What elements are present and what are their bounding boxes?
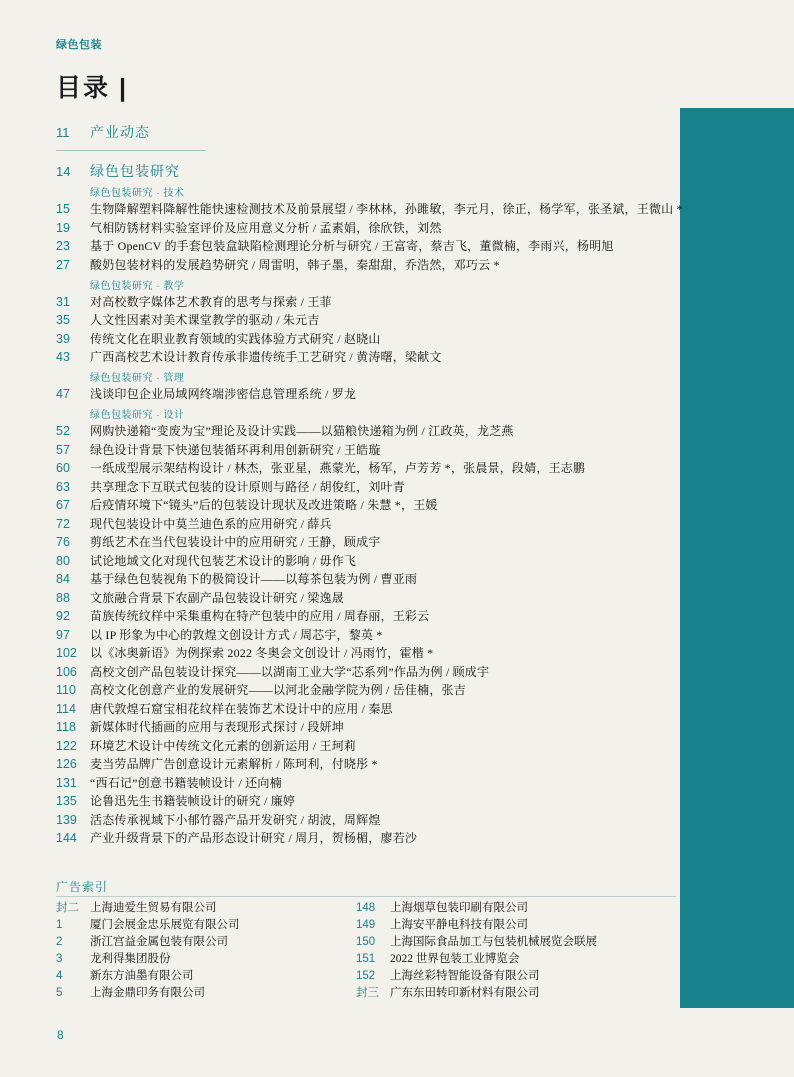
entry-title: 苗族传统纹样中采集重构在特产包装中的应用 / 周春丽，王彩云	[90, 609, 430, 623]
entry-title: 后疫情环境下“镜头”后的包装设计现状及改进策略 / 朱慧 *，王媛	[90, 498, 438, 512]
section-title: 绿色包装研究	[90, 163, 180, 179]
entry-title: 唐代敦煌石窟宝相花纹样在装饰艺术设计中的应用 / 秦思	[90, 701, 393, 716]
entry-page-number: 122	[56, 738, 77, 753]
ad-index-row[interactable]	[56, 900, 356, 916]
toc-entry[interactable]	[56, 479, 756, 496]
ad-company-name: 新东方油墨有限公司	[90, 970, 194, 982]
toc-entry[interactable]	[56, 756, 756, 773]
toc-entry[interactable]	[56, 220, 756, 237]
entry-title: 浅谈印包企业局域网终端涉密信息管理系统 / 罗龙	[90, 387, 357, 401]
table-of-contents	[56, 122, 756, 852]
entry-title: 以《冰奥新语》为例探索 2022 冬奥会文创设计 / 冯雨竹，霍楷 *	[90, 646, 434, 660]
ad-index-row[interactable]	[56, 917, 356, 933]
toc-entry[interactable]	[56, 775, 756, 792]
entry-page-number: 76	[56, 535, 70, 549]
toc-entry[interactable]	[56, 460, 756, 477]
ad-index-column-left	[56, 900, 356, 1002]
ad-company-name: 广东东田转印新材料有限公司	[390, 987, 540, 999]
entry-title: 气相防锈材料实验室评价及应用意义分析 / 孟素娟，徐欣铁，刘然	[90, 220, 442, 235]
ad-page-number: 149	[356, 919, 376, 931]
toc-entry[interactable]	[56, 386, 756, 403]
toc-entry[interactable]	[56, 534, 756, 551]
toc-entry[interactable]	[56, 423, 756, 440]
toc-entry[interactable]	[56, 738, 756, 755]
entry-page-number: 35	[56, 313, 70, 327]
entry-page-number: 31	[56, 294, 70, 309]
ad-company-name: 浙江宫益金属包装有限公司	[90, 936, 228, 948]
entry-title: 对高校数字媒体艺术教育的思考与探索 / 王菲	[90, 294, 332, 309]
ad-index-row[interactable]	[56, 985, 356, 1001]
entry-title: 一纸成型展示架结构设计 / 林杰，张亚星，燕蒙光，杨军，卢芳芳 *，张晨景，段婧，王志鹏	[90, 461, 586, 475]
entry-page-number: 23	[56, 239, 70, 253]
entry-page-number: 27	[56, 257, 70, 272]
section-divider	[56, 150, 206, 151]
entry-page-number: 118	[56, 720, 76, 734]
publication-logo: 绿色包装	[56, 39, 102, 51]
ad-page-number: 152	[356, 970, 376, 982]
section-page-number: 14	[56, 164, 71, 179]
ad-page-number: 封二	[56, 902, 79, 914]
entry-page-number: 67	[56, 498, 70, 512]
toc-entry[interactable]	[56, 701, 756, 718]
entry-page-number: 144	[56, 831, 77, 845]
ad-index-row[interactable]	[356, 968, 656, 984]
entry-page-number: 110	[56, 683, 76, 697]
ad-page-number: 148	[356, 902, 376, 914]
entry-title: 活态传承视域下小郁竹器产品开发研究 / 胡波，周辉煌	[90, 812, 381, 827]
entry-title: 共享理念下互联式包装的设计原则与路径 / 胡俊红，刘叶青	[90, 479, 405, 494]
entry-title: “西石记”创意书籍装帧设计 / 还向楠	[90, 775, 282, 790]
toc-section-header[interactable]	[56, 161, 756, 181]
entry-title: 剪纸艺术在当代包装设计中的应用研究 / 王静，顾成宇	[90, 535, 381, 549]
ad-company-name: 上海安平静电科技有限公司	[390, 919, 528, 931]
ad-index-row[interactable]	[356, 985, 656, 1001]
entry-title: 高校文创产品包装设计探究——以湖南工业大学“芯系列”作品为例 / 顾成宇	[90, 664, 490, 679]
entry-title: 试论地域文化对现代包装艺术设计的影响 / 毋作飞	[90, 553, 357, 568]
toc-entry[interactable]	[56, 312, 756, 329]
ad-index-row[interactable]	[56, 951, 356, 967]
toc-entry[interactable]	[56, 257, 756, 274]
entry-title: 传统文化在职业教育领域的实践体验方式研究 / 赵晓山	[90, 331, 381, 346]
toc-entry[interactable]	[56, 793, 756, 810]
ad-page-number: 4	[56, 970, 63, 982]
toc-entry[interactable]	[56, 571, 756, 588]
toc-entry[interactable]	[56, 645, 756, 662]
ad-company-name: 上海金鼎印务有限公司	[90, 987, 205, 999]
entry-title: 麦当劳品牌广告创意设计元素解析 / 陈珂利，付晓彤 *	[90, 757, 378, 771]
entry-page-number: 52	[56, 424, 70, 438]
page-title: 目录 |	[56, 74, 128, 102]
toc-entry[interactable]	[56, 294, 756, 311]
entry-page-number: 19	[56, 220, 70, 235]
entry-title: 广西高校艺术设计教育传承非遗传统手工艺研究 / 黄涛曙，梁献文	[90, 350, 442, 364]
entry-title: 网购快递箱“变废为宝”理论及设计实践——以猫粮快递箱为例 / 江政英，龙芝燕	[90, 424, 514, 438]
toc-entry[interactable]	[56, 497, 756, 514]
entry-page-number: 57	[56, 442, 70, 457]
ad-index-row[interactable]	[356, 951, 656, 967]
entry-page-number: 126	[56, 757, 77, 771]
toc-entry[interactable]	[56, 516, 756, 533]
ad-company-name: 上海国际食品加工与包装机械展览会联展	[390, 936, 597, 948]
toc-entry[interactable]	[56, 553, 756, 570]
ad-page-number: 150	[356, 936, 376, 948]
entry-title: 环境艺术设计中传统文化元素的创新运用 / 王珂莉	[90, 738, 357, 753]
ad-company-name: 上海丝彩特智能设备有限公司	[390, 970, 540, 982]
toc-entry[interactable]	[56, 590, 756, 607]
ad-index	[56, 900, 676, 1002]
toc-entry[interactable]	[56, 719, 756, 736]
toc-subsection-label: 绿色包装研究 · 管理	[90, 373, 185, 384]
entry-title: 以 IP 形象为中心的敦煌文创设计方式 / 周芯宇，黎英 *	[90, 627, 383, 642]
toc-entry[interactable]	[56, 830, 756, 847]
ad-index-column-right	[356, 900, 656, 1002]
entry-page-number: 63	[56, 479, 70, 494]
entry-title: 新媒体时代插画的应用与表现形式探讨 / 段妍坤	[90, 720, 344, 734]
ad-index-title: 广告索引	[56, 880, 109, 894]
ad-company-name: 上海烟草包装印刷有限公司	[390, 902, 528, 914]
toc-entry[interactable]	[56, 664, 756, 681]
toc-entry[interactable]	[56, 812, 756, 829]
entry-title: 绿色设计背景下快递包装循环再利用创新研究 / 王皓璇	[90, 442, 381, 457]
entry-title: 论鲁迅先生书籍装帧设计的研究 / 廉婷	[90, 794, 296, 808]
ad-index-row[interactable]	[356, 934, 656, 950]
entry-title: 文旅融合背景下农副产品包装设计研究 / 梁逸晟	[90, 590, 344, 605]
ad-page-number: 2	[56, 936, 63, 948]
toc-subsection-label: 绿色包装研究 · 设计	[90, 410, 185, 421]
entry-page-number: 92	[56, 609, 70, 623]
ad-company-name: 2022 世界包装工业博览会	[390, 953, 520, 965]
entry-page-number: 114	[56, 701, 76, 716]
entry-page-number: 131	[56, 775, 77, 790]
entry-title: 基于 OpenCV 的手套包装盒缺陷检测理论分析与研究 / 王富寄，蔡吉飞，董微楠，李雨兴，杨明旭	[90, 239, 614, 253]
entry-page-number: 106	[56, 664, 77, 679]
ad-index-row[interactable]	[56, 968, 356, 984]
toc-section-header[interactable]	[56, 122, 756, 142]
entry-page-number: 43	[56, 350, 70, 364]
entry-page-number: 39	[56, 331, 70, 346]
ad-page-number: 151	[356, 953, 376, 965]
entry-page-number: 60	[56, 461, 70, 475]
entry-page-number: 80	[56, 553, 70, 568]
entry-page-number: 47	[56, 387, 70, 401]
ad-page-number: 1	[56, 919, 63, 931]
toc-entry[interactable]	[56, 331, 756, 348]
ad-index-divider	[56, 896, 676, 897]
section-title: 产业动态	[90, 124, 150, 140]
toc-subsection-label: 绿色包装研究 · 教学	[90, 280, 185, 292]
page-folio-number: 8	[57, 1028, 64, 1042]
toc-entry[interactable]	[56, 442, 756, 459]
entry-title: 酸奶包装材料的发展趋势研究 / 周雷明，韩子墨，秦甜甜，乔浩然，邓巧云 *	[90, 257, 500, 272]
entry-title: 产业升级背景下的产品形态设计研究 / 周月，贺杨楣，廖若沙	[90, 831, 418, 845]
ad-index-row[interactable]	[356, 900, 656, 916]
entry-title: 现代包装设计中莫兰迪色系的应用研究 / 薛兵	[90, 516, 332, 531]
ad-index-row[interactable]	[56, 934, 356, 950]
ad-company-name: 龙利得集团股份	[90, 953, 171, 965]
toc-subsection-label: 绿色包装研究 · 技术	[90, 188, 185, 199]
section-page-number: 11	[56, 125, 70, 140]
entry-page-number: 97	[56, 627, 70, 642]
ad-index-row[interactable]	[356, 917, 656, 933]
toc-entry[interactable]	[56, 238, 756, 255]
ad-page-number: 封三	[356, 987, 379, 999]
toc-entry[interactable]	[56, 627, 756, 644]
entry-title: 生物降解塑料降解性能快速检测技术及前景展望 / 李林林，孙雎敏，李元月，徐正，杨学军，张圣斌，王微山 *	[90, 202, 683, 216]
toc-entry[interactable]	[56, 349, 756, 366]
ad-company-name: 厦门会展金忠乐展览有限公司	[90, 919, 240, 931]
entry-page-number: 72	[56, 516, 70, 531]
toc-entry[interactable]	[56, 201, 756, 218]
entry-page-number: 88	[56, 590, 70, 605]
entry-page-number: 15	[56, 202, 70, 216]
toc-entry[interactable]	[56, 682, 756, 699]
entry-title: 人文性因素对美术课堂教学的驱动 / 朱元吉	[90, 313, 320, 327]
ad-page-number: 3	[56, 953, 63, 965]
toc-entry[interactable]	[56, 608, 756, 625]
entry-title: 高校文化创意产业的发展研究——以河北金融学院为例 / 岳佳楠，张吉	[90, 683, 466, 697]
ad-company-name: 上海迪爱生贸易有限公司	[90, 902, 217, 914]
entry-title: 基于绿色包装视角下的极简设计——以莓茶包装为例 / 曹亚雨	[90, 572, 418, 586]
entry-page-number: 135	[56, 794, 77, 808]
entry-page-number: 102	[56, 646, 77, 660]
ad-page-number: 5	[56, 987, 63, 999]
entry-page-number: 139	[56, 812, 77, 827]
entry-page-number: 84	[56, 572, 70, 586]
